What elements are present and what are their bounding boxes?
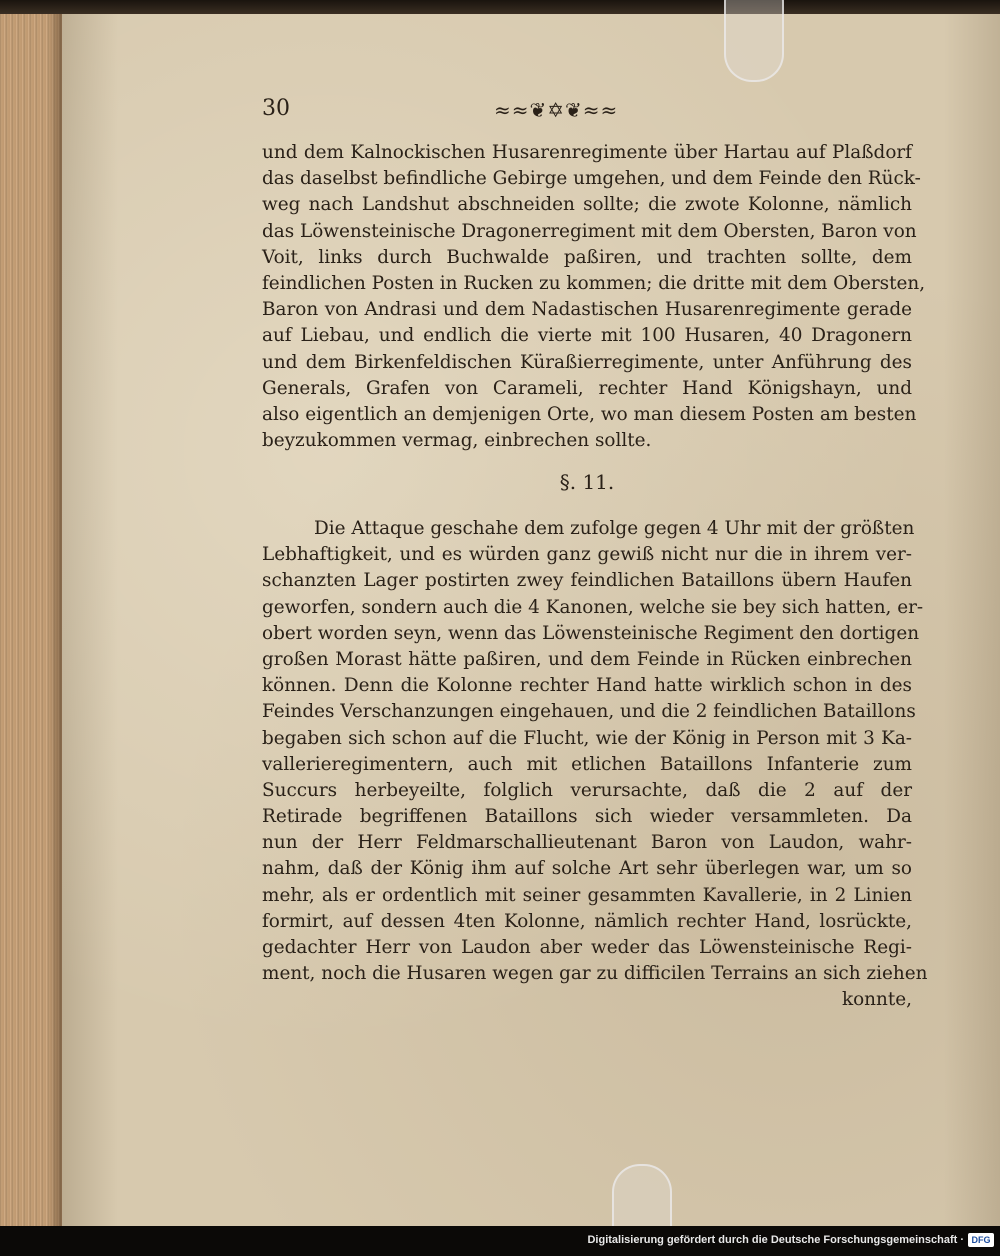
text-line: also eigentlich an demjenigen Orte, wo man diesem Posten am besten [262,403,917,425]
text-line: nahm, daß der König ihm auf solche Art sehr überlegen war, um so [262,858,912,880]
text-line: Lebhaftigkeit, und es würden ganz gewiß nicht nur die in ihrem ver- [262,544,912,566]
text-line: vallerieregimentern, auch mit etlichen Bataillons Infanterie zum [262,753,912,775]
text-line: feindlichen Posten in Rucken zu kommen; die dritte mit dem Obersten, [262,272,926,294]
book-top-edge [0,0,1000,14]
glass-clip-top [724,0,784,82]
funding-credit: Digitalisierung gefördert durch die Deutsche Forschungsgemeinschaft · [587,1234,964,1246]
dfg-logo-icon: DFG [968,1233,994,1247]
header-ornament: ≈≈❦✡❦≈≈ [494,98,619,122]
catchword: konnte, [841,989,912,1011]
text-line: begaben sich schon auf die Flucht, wie der König in Person mit 3 Ka- [262,727,912,749]
text-line: Succurs herbeyeilte, folglich verursachte, daß die 2 auf der [262,779,912,801]
text-line: ment, noch die Husaren wegen gar zu difficilen Terrains an sich ziehen [262,963,928,985]
text-line: können. Denn die Kolonne rechter Hand hatte wirklich schon in des [262,675,912,697]
page-stack-edge [0,14,62,1226]
text-line: und dem Kalnockischen Husarenregimente über Hartau auf Plaßdorf [262,142,912,163]
section-heading: §. 11. [559,470,615,494]
text-line: obert worden seyn, wenn das Löwensteinische Regiment den dortigen [262,622,920,644]
text-line: formirt, auf dessen 4ten Kolonne, nämlich rechter Hand, losrückte, [262,910,912,932]
text-line: großen Morast hätte paßiren, und dem Feinde in Rücken einbrechen [262,648,912,670]
text-line: Die Attaque geschahe dem zufolge gegen 4 Uhr mit der größten [314,518,915,539]
page-number: 30 [262,96,290,121]
text-line: beyzukommen vermag, einbrechen sollte. [262,430,652,452]
text-line: Baron von Andrasi und dem Nadastischen Husarenregimente gerade [262,299,912,321]
text-line: weg nach Landshut abschneiden sollte; die zwote Kolonne, nämlich [262,194,912,216]
text-line: schanzten Lager postirten zwey feindlichen Bataillons übern Haufen [262,570,912,592]
text-line: das Löwensteinische Dragonerregiment mit dem Obersten, Baron von [262,220,917,242]
page-header [262,96,912,126]
footer-bar [0,1226,1000,1256]
text-line: gedachter Herr von Laudon aber weder das Löwensteinische Regi- [262,937,912,958]
text-line: das daselbst befindliche Gebirge umgehen, und dem Feinde den Rück- [262,168,921,190]
text-line: Retirade begriffenen Bataillons sich wieder versammleten. Da [262,806,912,828]
text-line: nun der Herr Feldmarschallieutenant Baron von Laudon, wahr- [262,832,912,854]
text-line: auf Liebau, und endlich die vierte mit 100 Husaren, 40 Dragonern [262,325,912,347]
text-line: mehr, als er ordentlich mit seiner gesammten Kavallerie, in 2 Linien [262,884,912,906]
paragraph-2 [262,516,928,1014]
text-line: geworfen, sondern auch die 4 Kanonen, welche sie bey sich hatten, er- [262,596,924,618]
text-line: Feindes Verschanzungen eingehauen, und die 2 feindlichen Bataillons [262,701,916,723]
paragraph-1 [262,140,926,454]
text-line: und dem Birkenfeldischen Küraßierregimente, unter Anführung des [262,351,912,373]
text-line: Generals, Grafen von Carameli, rechter Hand Königshayn, und [262,377,912,399]
text-line: Voit, links durch Buchwalde paßiren, und trachten sollte, dem [262,246,912,268]
